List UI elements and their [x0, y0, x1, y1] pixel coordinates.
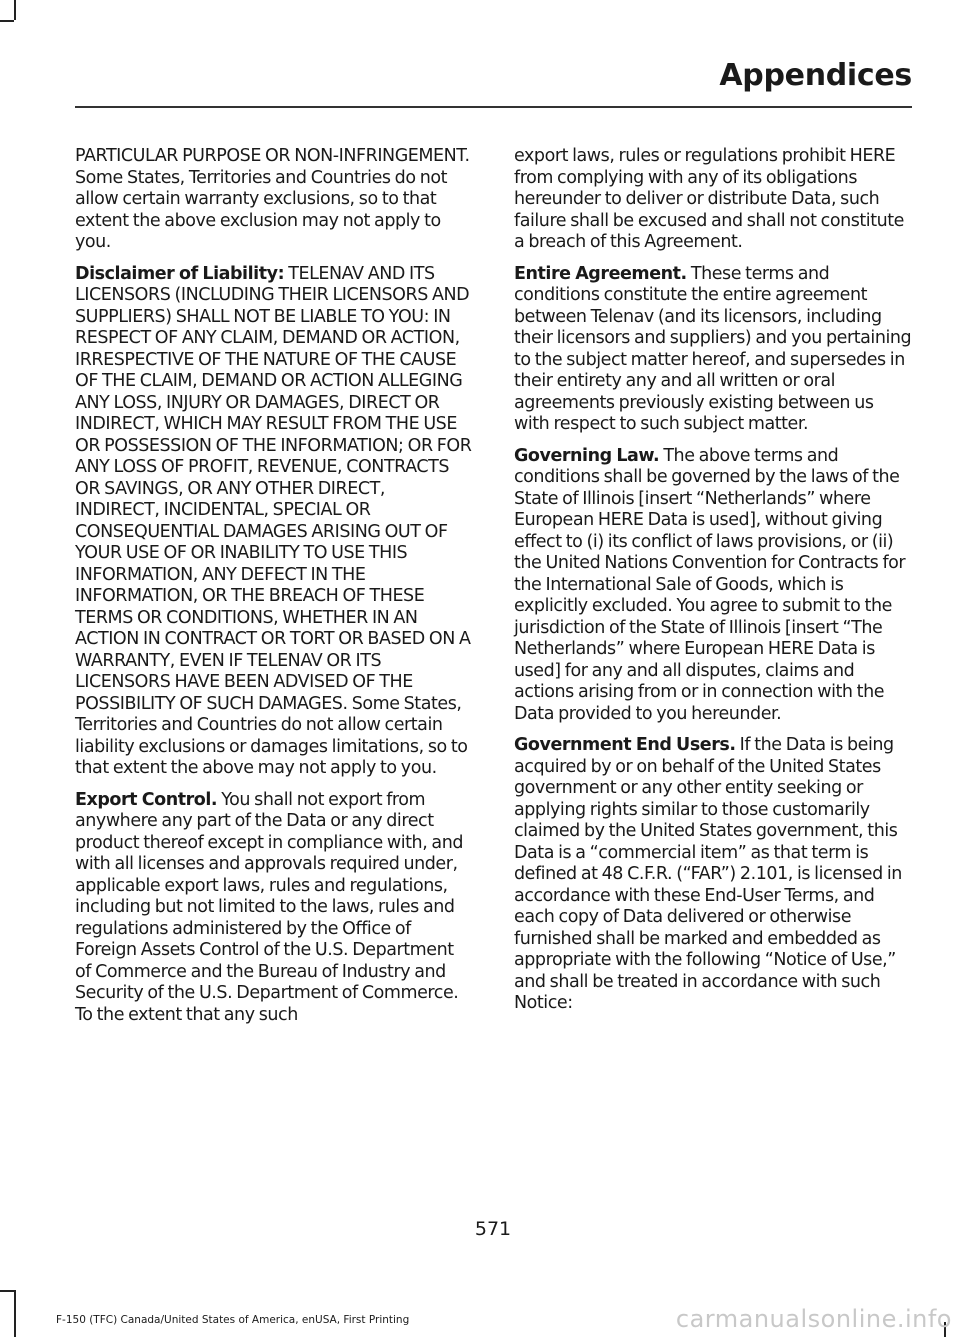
- paragraph: [75, 146, 473, 254]
- paragraph-heading: Government End Users.: [514, 735, 736, 755]
- paragraph-disclaimer-of-liability: [75, 264, 473, 780]
- crop-mark-bottom-left: [14, 1290, 16, 1337]
- right-column: [514, 146, 912, 1025]
- paragraph-body: TELENAV AND ITS LICENSORS (INCLUDING THEIR LICENSORS AND SUPPLIERS) SHALL NOT BE LIABLE TO YOU: IN RESPECT OF ANY CLAIM, DEMAND OR ACTION, IRRESPECTIVE OF THE NATURE OF THE CAUSE OF THE CLAIM, DEMAND OR ACTION ALLEGING ANY LOSS, INJURY OR DAMAGES, DIRECT OR INDIRECT, WHICH MAY RESULT FROM THE USE OR POSSESSION OF THE INFORMATION; OR FOR ANY LOSS OF PROFIT, REVENUE, CONTRACTS OR SAVINGS, OR ANY OTHER DIRECT, INDIRECT, INCIDENTAL, SPECIAL OR CONSEQUENTIAL DAMAGES ARISING OUT OF YOUR USE OF OR INABILITY TO USE THIS INFORMATION, ANY DEFECT IN THE INFORMATION, OR THE BREACH OF THESE TERMS OR CONDITIONS, WHETHER IN AN ACTION IN CONTRACT OR TORT OR BASED ON A WARRANTY, EVEN IF TELENAV OR ITS LICENSORS HAVE BEEN ADVISED OF THE POSSIBILITY OF SUCH DAMAGES. Some States, Territories and Countries do not allow certain liability exclusions or damages limitations, so to that extent the above may not apply to you.: [75, 263, 472, 778]
- paragraph-export-control: [75, 790, 473, 1027]
- paragraph-body: These terms and conditions constitute the entire agreement between Telenav (and its licensors, including their licensors and suppliers) and you pertaining to the subject matter hereof, and supersedes in their entirety any and all written or oral agreements previously existing between us with respect to such subject matter.: [514, 263, 912, 434]
- paragraph-body: PARTICULAR PURPOSE OR NON-INFRINGEMENT. Some States, Territories and Countries do not allow certain warranty exclusions, so to that extent the above exclusion may not apply to you.: [75, 146, 470, 252]
- paragraph-heading: Export Control.: [75, 789, 218, 810]
- footer-text: F-150 (TFC) Canada/United States of America, enUSA, First Printing: [56, 1314, 410, 1326]
- left-column: [75, 146, 473, 1036]
- paragraph-body: The above terms and conditions shall be governed by the laws of the State of Illinois [insert “Netherlands” where European HERE Data is used], without giving effect to (i) its conflict of laws provisions, or (ii) the United Nations Convention for Contracts for the International Sale of Goods, which is explicitly excluded. You agree to submit to the jurisdiction of the State of Illinois [insert “The Netherlands” where European HERE Data is used] for any and all disputes, claims and actions arising from or in connection with the Data provided to you hereunder.: [514, 445, 906, 724]
- page-number: 571: [474, 1218, 512, 1240]
- paragraph-government-end-users: [514, 735, 912, 1015]
- crop-mark-top-left-h: [0, 20, 14, 22]
- header-divider: [75, 106, 912, 108]
- paragraph: [514, 146, 912, 254]
- paragraph-heading: Entire Agreement.: [514, 263, 687, 284]
- paragraph-heading: Disclaimer of Liability:: [75, 263, 285, 284]
- paragraph-body: If the Data is being acquired by or on behalf of the United States government or any other entity seeking or applying rights similar to those customarily claimed by the United States government, this Data is a “commercial item” as that term is defined at 48 C.F.R. (“FAR”) 2.101, is licensed in accordance with these End-User Terms, and each copy of Data delivered or otherwise furnished shall be marked and embedded as appropriate with the following “Notice of Use,” and shall be treated in accordance with such Notice:: [514, 735, 902, 1013]
- watermark[interactable]: carmanualsonline.info: [675, 1305, 952, 1333]
- paragraph-governing-law: [514, 446, 912, 726]
- page-title: Appendices: [719, 58, 912, 93]
- paragraph-heading: Governing Law.: [514, 445, 660, 466]
- paragraph-body: You shall not export from anywhere any part of the Data or any direct product thereof except in compliance with, and with all licenses and approvals required under, applicable export laws, rules and regulations, including but not limited to the laws, rules and regulations administered by the Office of Foreign Assets Control of the U.S. Department of Commerce and the Bureau of Industry and Security of the U.S. Department of Commerce. To the extent that any such: [75, 789, 463, 1025]
- crop-mark-bottom-left-h: [0, 1290, 14, 1292]
- paragraph-body: export laws, rules or regulations prohibit HERE from complying with any of its obligations hereunder to deliver or distribute Data, such failure shall be excused and shall not constitute a breach of this Agreement.: [514, 146, 904, 252]
- paragraph-entire-agreement: [514, 264, 912, 436]
- crop-mark-top-left: [14, 0, 16, 20]
